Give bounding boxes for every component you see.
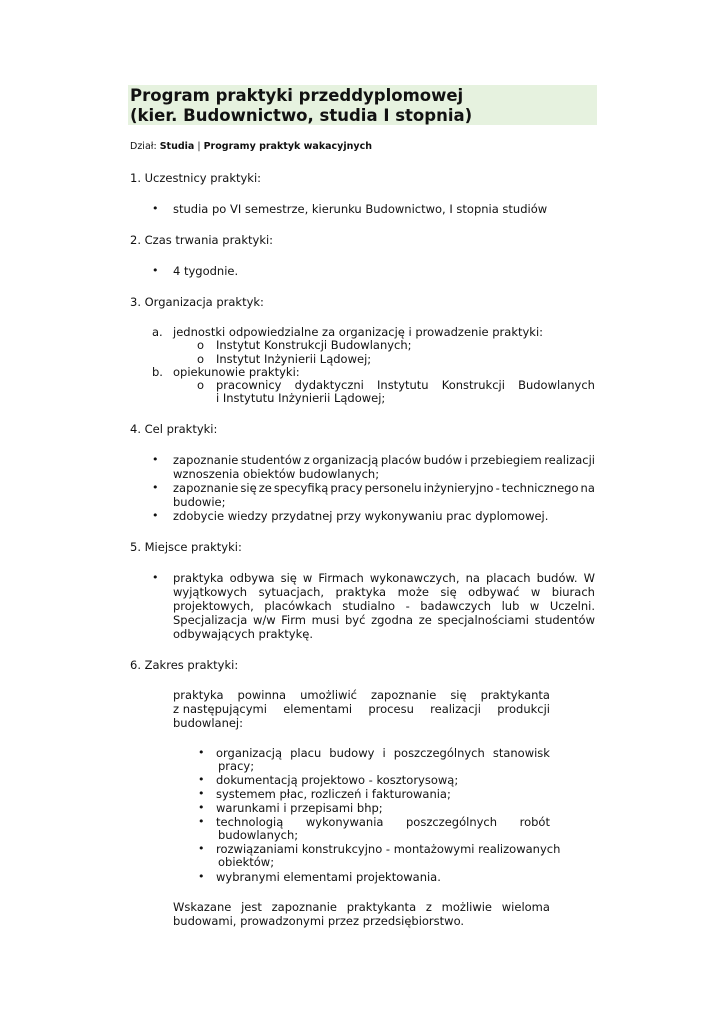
- word: placach: [485, 571, 531, 585]
- word: zgodna: [371, 613, 414, 627]
- word: studentów: [240, 453, 302, 467]
- word: ze: [258, 481, 272, 495]
- word: wieloma: [501, 900, 550, 914]
- word: praktykanta: [480, 688, 550, 702]
- word: zapoznanie: [173, 453, 239, 467]
- bullet-icon: •: [198, 870, 205, 883]
- word: -: [495, 481, 500, 495]
- word: się: [450, 688, 467, 702]
- word: realizacji: [430, 702, 481, 716]
- breadcrumb-label: Dział:: [130, 141, 157, 152]
- word: biurach: [551, 585, 595, 599]
- list-item: studia po VI semestrze, kierunku Budownictwo, I stopnia studiów: [173, 202, 548, 216]
- sub-list-item-line: [216, 378, 595, 392]
- section-6-heading: 6. Zakres praktyki:: [130, 658, 239, 672]
- word: specyfiką: [273, 481, 329, 495]
- bullet-icon: •: [198, 842, 205, 855]
- word: projektowych,: [173, 599, 254, 613]
- word: pracy: [330, 481, 363, 495]
- word: się: [280, 571, 297, 585]
- list-item: warunkami i przepisami bhp;: [216, 801, 383, 815]
- word: może: [397, 585, 429, 599]
- word: wyjątkowych: [173, 585, 248, 599]
- word: praktyka: [173, 571, 224, 585]
- word: w: [529, 599, 540, 613]
- list-item: wybranymi elementami projektowania.: [216, 870, 441, 884]
- word: się: [240, 481, 257, 495]
- word: i: [382, 746, 386, 760]
- word: procesu: [368, 702, 414, 716]
- word: praktykanta: [346, 900, 417, 914]
- word: realizacji: [544, 453, 595, 467]
- paragraph-line: [173, 571, 595, 585]
- paragraph-line: [173, 585, 595, 599]
- bullet-icon: •: [152, 264, 159, 277]
- word: poszczególnych: [406, 815, 498, 829]
- list-item-line: [173, 453, 595, 467]
- word: w/w: [252, 613, 276, 627]
- word: się: [440, 585, 457, 599]
- word: elementami: [283, 702, 353, 716]
- word: być: [344, 613, 366, 627]
- word: zapoznanie: [173, 481, 239, 495]
- breadcrumb-separator: |: [197, 141, 201, 152]
- list-item-line: [173, 481, 595, 495]
- paragraph-line: odbywających praktykę.: [173, 627, 313, 641]
- list-item: opiekunowie praktyki:: [173, 365, 300, 379]
- list-marker-b: b.: [152, 365, 163, 379]
- word: budów: [423, 453, 463, 467]
- word: na: [465, 571, 480, 585]
- page-title-line-1: Program praktyki przeddyplomowej: [130, 86, 464, 105]
- word: studialno: [342, 599, 396, 613]
- word: wykonawczych,: [369, 571, 460, 585]
- word: przebiegiem: [470, 453, 542, 467]
- word: placówkach: [264, 599, 332, 613]
- word: praktyka: [173, 688, 224, 702]
- word: jest: [241, 900, 262, 914]
- bullet-icon: •: [152, 481, 159, 494]
- word: pracownicy: [216, 378, 282, 392]
- word: Budowlanych: [518, 378, 595, 392]
- list-item-cont: obiektów;: [218, 855, 275, 869]
- word: w: [302, 571, 313, 585]
- word: praktyka: [335, 585, 387, 599]
- list-item: rozwiązaniami konstrukcyjno - montażowymi realizowanych: [216, 842, 561, 856]
- word: Konstrukcji: [441, 378, 505, 392]
- word: poszczególnych: [393, 746, 485, 760]
- word: odbywa: [229, 571, 275, 585]
- word: zapoznanie: [370, 688, 437, 702]
- bullet-icon: •: [152, 202, 159, 215]
- word: umożliwić: [300, 688, 357, 702]
- bullet-icon: •: [198, 787, 205, 800]
- word: ze: [418, 613, 432, 627]
- list-item: dokumentacją projektowo - kosztorysową;: [216, 773, 459, 787]
- bullet-icon: •: [198, 801, 205, 814]
- paragraph-line: [173, 702, 550, 716]
- word: Instytutu: [377, 378, 429, 392]
- word: musi: [311, 613, 340, 627]
- breadcrumb: [130, 140, 372, 154]
- word: produkcji: [497, 702, 550, 716]
- word: z następującymi: [173, 702, 267, 716]
- section-5-heading: 5. Miejsce praktyki:: [130, 540, 242, 554]
- sub-bullet-icon: o: [197, 338, 205, 352]
- section-4-heading: 4. Cel praktyki:: [130, 422, 218, 436]
- breadcrumb-studia-link[interactable]: Studia: [159, 141, 195, 152]
- word: inżynieryjno: [423, 481, 494, 495]
- sub-bullet-icon: o: [197, 378, 205, 392]
- word: w: [530, 585, 541, 599]
- paragraph-line: [173, 688, 550, 702]
- list-item-cont: pracy;: [218, 759, 255, 773]
- word: Wskazane: [173, 900, 232, 914]
- list-item: 4 tygodnie.: [173, 264, 239, 278]
- word: zapoznanie: [271, 900, 337, 914]
- list-item-cont: wznoszenia obiektów budowlanych;: [173, 467, 380, 481]
- bullet-icon: •: [198, 773, 205, 786]
- list-item: systemem płac, rozliczeń i fakturowania;: [216, 787, 451, 801]
- section-1-heading: 1. Uczestnicy praktyki:: [130, 171, 262, 185]
- word: Uczelni.: [549, 599, 595, 613]
- page-title-line-2: (kier. Budownictwo, studia I stopnia): [130, 106, 473, 125]
- word: robót: [519, 815, 550, 829]
- word: studentów: [534, 613, 595, 627]
- sub-list-item: Instytut Inżynierii Lądowej;: [216, 352, 372, 366]
- paragraph-line: [173, 599, 595, 613]
- word: z: [425, 900, 432, 914]
- list-item-cont: budowlanych;: [218, 828, 299, 842]
- word: z: [303, 453, 310, 467]
- word: lub: [501, 599, 520, 613]
- word: organizacją: [312, 453, 379, 467]
- section-3-heading: 3. Organizacja praktyk:: [130, 295, 264, 309]
- breadcrumb-programs-link[interactable]: Programy praktyk wakacyjnych: [203, 141, 372, 152]
- word: Firmach: [318, 571, 364, 585]
- word: powinna: [237, 688, 287, 702]
- word: personelu: [364, 481, 422, 495]
- list-item-line: [216, 815, 550, 829]
- bullet-icon: •: [152, 571, 159, 584]
- word: dydaktyczni: [294, 378, 364, 392]
- word: stanowisk: [492, 746, 550, 760]
- paragraph-line: [173, 900, 550, 914]
- list-item-line: [216, 746, 550, 760]
- word: Specjalizacja: [173, 613, 248, 627]
- word: technologią: [216, 815, 284, 829]
- word: budowy: [329, 746, 375, 760]
- word: organizacją: [216, 746, 283, 760]
- list-item-cont: budowie;: [173, 495, 226, 509]
- paragraph-line: budowami, prowadzonymi przez przedsiębiorstwo.: [173, 914, 465, 928]
- word: specjalnościami: [437, 613, 529, 627]
- word: budów.: [536, 571, 578, 585]
- paragraph-line: [173, 613, 595, 627]
- word: możliwie: [441, 900, 493, 914]
- word: placu: [290, 746, 322, 760]
- word: wykonywania: [305, 815, 384, 829]
- list-item: jednostki odpowiedzialne za organizację i prowadzenie praktyki:: [173, 325, 544, 339]
- bullet-icon: •: [152, 453, 159, 466]
- section-2-heading: 2. Czas trwania praktyki:: [130, 233, 274, 247]
- word: badawczych: [420, 599, 492, 613]
- word: technicznego: [501, 481, 579, 495]
- bullet-icon: •: [198, 815, 205, 828]
- sub-bullet-icon: o: [197, 352, 205, 366]
- bullet-icon: •: [198, 746, 205, 759]
- list-item: zdobycie wiedzy przydatnej przy wykonywaniu prac dyplomowej.: [173, 509, 549, 523]
- sub-list-item-cont: i Instytutu Inżynierii Lądowej;: [216, 391, 386, 405]
- word: Firm: [281, 613, 306, 627]
- word: i: [464, 453, 468, 467]
- word: -: [405, 599, 410, 613]
- word: na: [580, 481, 595, 495]
- list-marker-a: a.: [152, 325, 163, 339]
- word: W: [583, 571, 595, 585]
- bullet-icon: •: [152, 509, 159, 522]
- paragraph-line: budowlanej:: [173, 716, 244, 730]
- word: sytuacjach,: [258, 585, 325, 599]
- word: odbywać: [468, 585, 520, 599]
- word: placów: [380, 453, 422, 467]
- sub-list-item: Instytut Konstrukcji Budowlanych;: [216, 338, 412, 352]
